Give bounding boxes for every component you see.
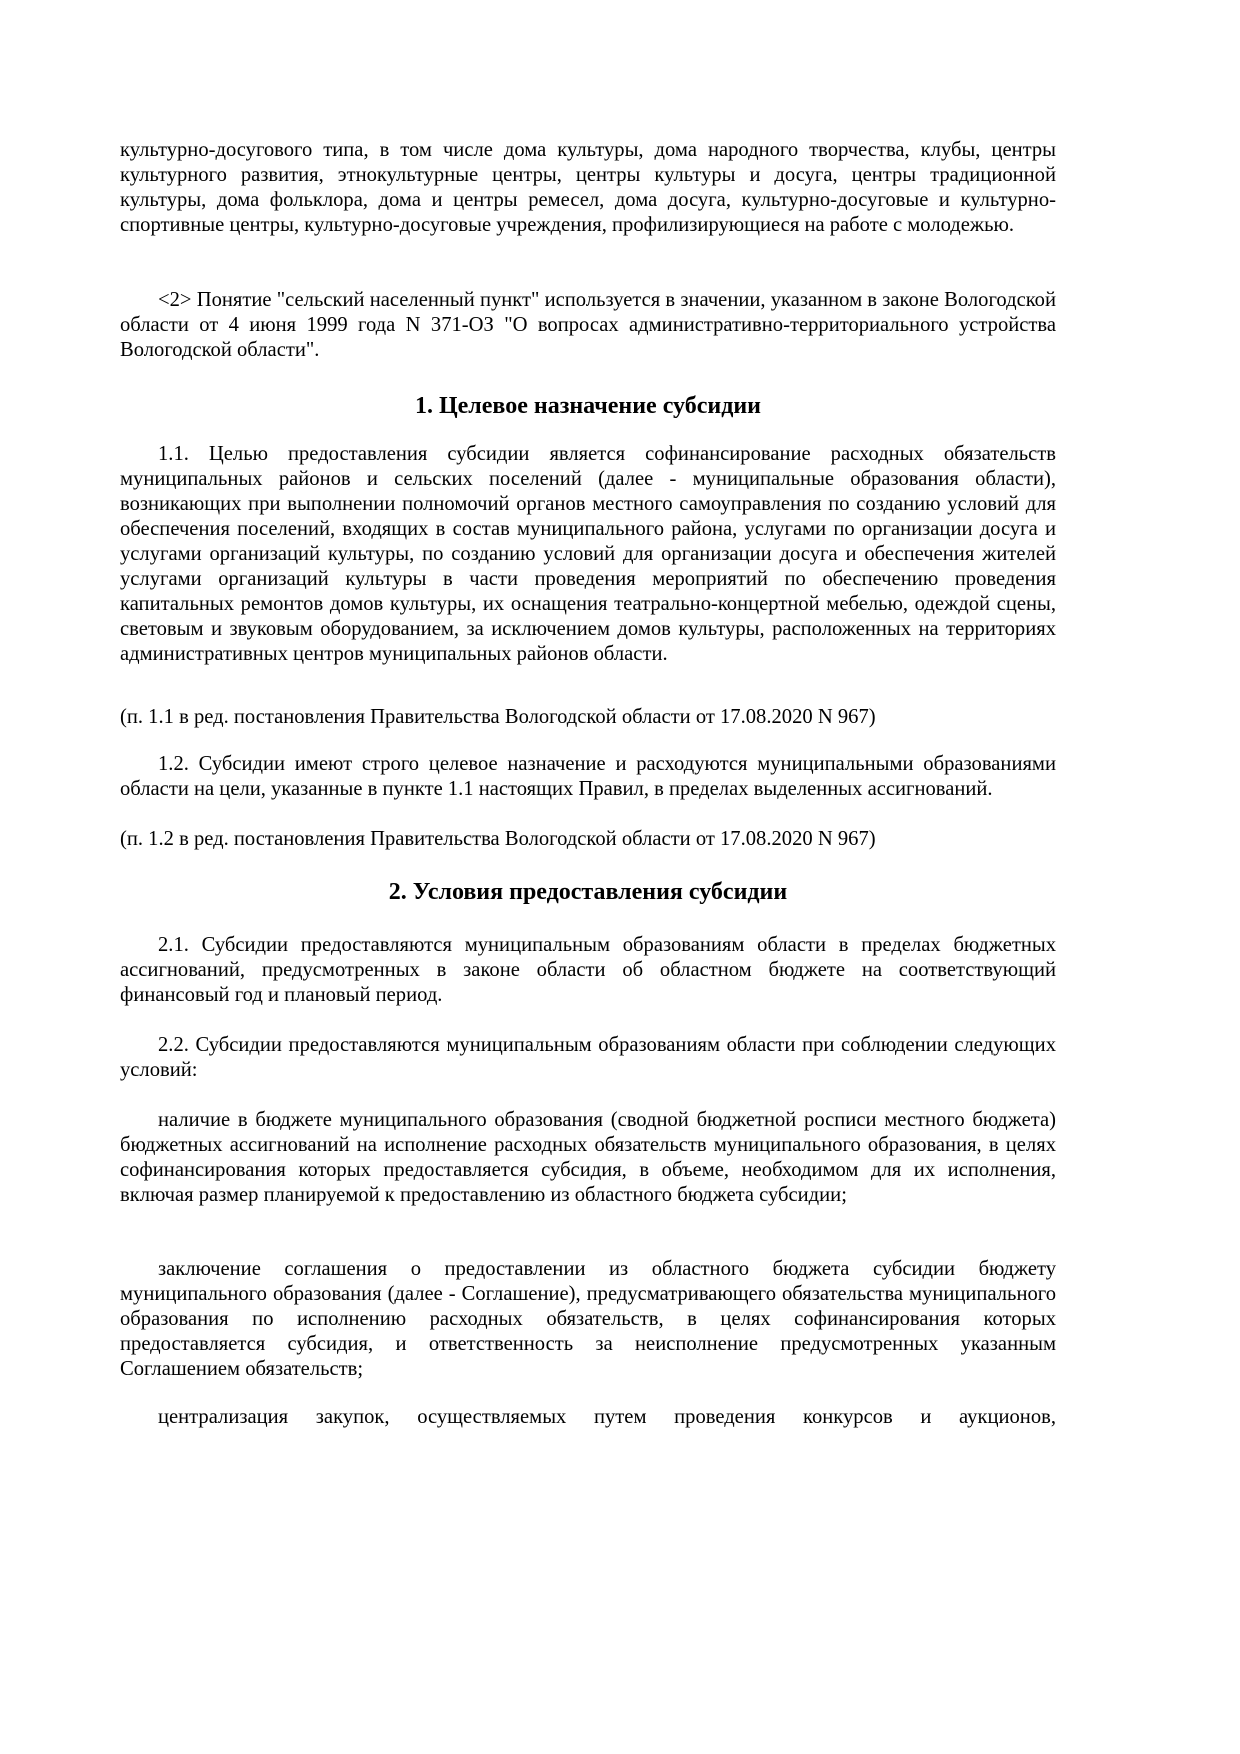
condition-procurement: централизация закупок, осуществляемых путем проведения конкурсов и аукционов, <box>158 1406 1056 1428</box>
section-2-heading: 2. Условия предоставления субсидии <box>388 879 788 905</box>
condition-agreement: заключение соглашения о предоставлении из областного бюджета субсидии бюджету муниципального образования (далее - Соглашение), предусматривающего обязательства муниципального образования по исполнению расходных обязательств, в целях софинансирования которых предоставляется субсидия, и ответственность за неисполнение предусмотренных указанным Соглашением обязательств; <box>120 1258 1056 1380</box>
amendment-note-1-1: (п. 1.1 в ред. постановления Правительства Вологодской области от 17.08.2020 N 967) <box>120 706 876 728</box>
paragraph-1-2: 1.2. Субсидии имеют строго целевое назначение и расходуются муниципальными образованиями области на цели, указанные в пункте 1.1 настоящих Правил, в пределах выделенных ассигнований. <box>120 753 1056 800</box>
amendment-note-1-2: (п. 1.2 в ред. постановления Правительства Вологодской области от 17.08.2020 N 967) <box>120 828 876 850</box>
paragraph-2-1: 2.1. Субсидии предоставляются муниципальным образованиям области в пределах бюджетных ассигнований, предусмотренных в законе области об областном бюджете на соответствующий финансовый год и плановый период. <box>120 934 1056 1006</box>
paragraph-2-2: 2.2. Субсидии предоставляются муниципальным образованиям области при соблюдении следующих условий: <box>120 1034 1056 1081</box>
condition-budget: наличие в бюджете муниципального образования (сводной бюджетной росписи местного бюджета) бюджетных ассигнований на исполнение расходных обязательств муниципального образования, в целях софинансирования которых предоставляется субсидия, в объеме, необходимом для их исполнения, включая размер планируемой к предоставлению из областного бюджета субсидии; <box>120 1109 1056 1206</box>
paragraph-1-1: 1.1. Целью предоставления субсидии является софинансирование расходных обязательств муниципальных районов и сельских поселений (далее - муниципальные образования области), возникающих при выполнении полномочий органов местного самоуправления по созданию условий для обеспечения поселений, входящих в состав муниципального района, услугами по организации досуга и услугами организаций культуры, по созданию условий для организации досуга и обеспечения жителей услугами организаций культуры в части проведения мероприятий по обеспечению проведения капитальных ремонтов домов культуры, их оснащения театрально-концертной мебелью, одеждой сцены, световым и звуковым оборудованием, за исключением домов культуры, расположенных на территориях административных центров муниципальных районов области. <box>120 443 1056 665</box>
footnote-2: <2> Понятие "сельский населенный пункт" используется в значении, указанном в законе Вологодской области от 4 июня 1999 года N 371-ОЗ "О вопросах административно-территориального устройства Вологодской области". <box>120 289 1056 361</box>
section-1-heading: 1. Целевое назначение субсидии <box>414 393 762 419</box>
paragraph-continuation: культурно-досугового типа, в том числе дома культуры, дома народного творчества, клубы, центры культурного развития, этнокультурные центры, центры культуры и досуга, центры традиционной культуры, дома фольклора, дома и центры ремесел, дома досуга, культурно-досуговые и культурно-спортивные центры, культурно-досуговые учреждения, профилизирующиеся на работе с молодежью. <box>120 139 1056 236</box>
